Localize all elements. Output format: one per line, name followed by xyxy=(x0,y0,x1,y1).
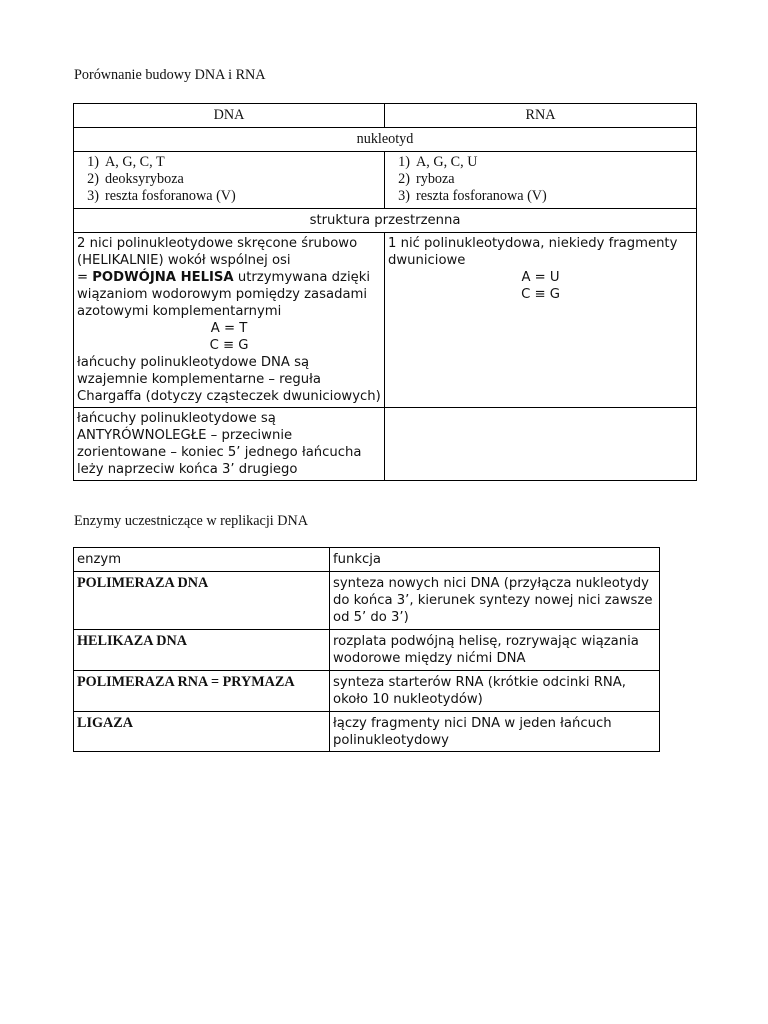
list-item: 2) ryboza xyxy=(398,171,455,187)
dna-nucleotide-cell xyxy=(74,152,385,209)
base-pair-cg: C ≡ G xyxy=(521,287,560,302)
enzyme-function: łączy fragmenty nici DNA w jeden łańcuch polinukleotydowy xyxy=(330,712,660,752)
dna-structure-text-1: 2 nici polinukleotydowe skręcone śrubowo (HELIKALNIE) wokół wspólnej osi xyxy=(77,236,358,268)
section1-title: Porównanie budowy DNA i RNA xyxy=(74,67,266,83)
list-item: 2) deoksyryboza xyxy=(87,171,184,187)
enzyme-name: HELIKAZA DNA xyxy=(77,633,187,649)
dna-rna-comparison-table xyxy=(73,103,697,481)
rna-structure-cell xyxy=(385,233,697,408)
enzyme-name: POLIMERAZA RNA = PRYMAZA xyxy=(77,674,295,690)
base-pair-cg: C ≡ G xyxy=(209,338,249,353)
enzyme-function: rozplata podwójną helisę, rozrywając wiązania wodorowe między nićmi DNA xyxy=(330,630,660,671)
dna-structure-text-2: = PODWÓJNA HELISA utrzymywana dzięki wiązaniom wodorowym pomiędzy zasadami azotowymi komplementarnymi xyxy=(77,270,371,319)
rna-structure-text: 1 nić polinukleotydowa, niekiedy fragmenty dwuniciowe xyxy=(388,236,678,268)
header-rna: RNA xyxy=(385,104,697,128)
list-item: 3) reszta fosforanowa (V) xyxy=(87,188,236,204)
dna-structure-text-3: łańcuchy polinukleotydowe DNA są wzajemnie komplementarne – reguła Chargaffa (dotyczy cząsteczek dwuniciowych) xyxy=(77,355,381,404)
dna-structure-cell xyxy=(74,233,385,408)
enzyme-function: synteza nowych nici DNA (przyłącza nukleotydy do końca 3’, kierunek syntezy nowej nici zawsze od 5’ do 3’) xyxy=(330,572,660,630)
row-label-structure: struktura przestrzenna xyxy=(74,209,697,233)
enzyme-function: synteza starterów RNA (krótkie odcinki RNA, około 10 nukleotydów) xyxy=(330,671,660,712)
double-helix-term: PODWÓJNA HELISA xyxy=(92,270,234,285)
table-row xyxy=(74,572,660,630)
rna-nucleotide-list xyxy=(388,154,693,205)
list-item: 1) A, G, C, T xyxy=(87,154,165,170)
rna-antiparallel-cell xyxy=(385,408,697,481)
enzyme-name: LIGAZA xyxy=(77,715,133,731)
header-enzyme: enzym xyxy=(74,548,330,572)
table-row xyxy=(74,630,660,671)
row-label-nucleotide: nukleotyd xyxy=(74,128,697,152)
replication-enzymes-table xyxy=(73,547,660,752)
dna-antiparallel-cell: łańcuchy polinukleotydowe są ANTYRÓWNOLEGŁE – przeciwnie zorientowane – koniec 5’ jednego łańcucha leży naprzeciw końca 3’ drugiego xyxy=(74,408,385,481)
list-item: 3) reszta fosforanowa (V) xyxy=(398,188,547,204)
base-pair-au: A = U xyxy=(521,270,560,285)
base-pair-at: A = T xyxy=(210,321,248,336)
dna-nucleotide-list xyxy=(77,154,381,205)
list-item: 1) A, G, C, U xyxy=(398,154,478,170)
table-row xyxy=(74,712,660,752)
enzyme-name: POLIMERAZA DNA xyxy=(77,575,209,591)
section2-title: Enzymy uczestniczące w replikacji DNA xyxy=(74,513,308,529)
table-row xyxy=(74,671,660,712)
header-function: funkcja xyxy=(330,548,660,572)
header-dna: DNA xyxy=(74,104,385,128)
rna-nucleotide-cell xyxy=(385,152,697,209)
